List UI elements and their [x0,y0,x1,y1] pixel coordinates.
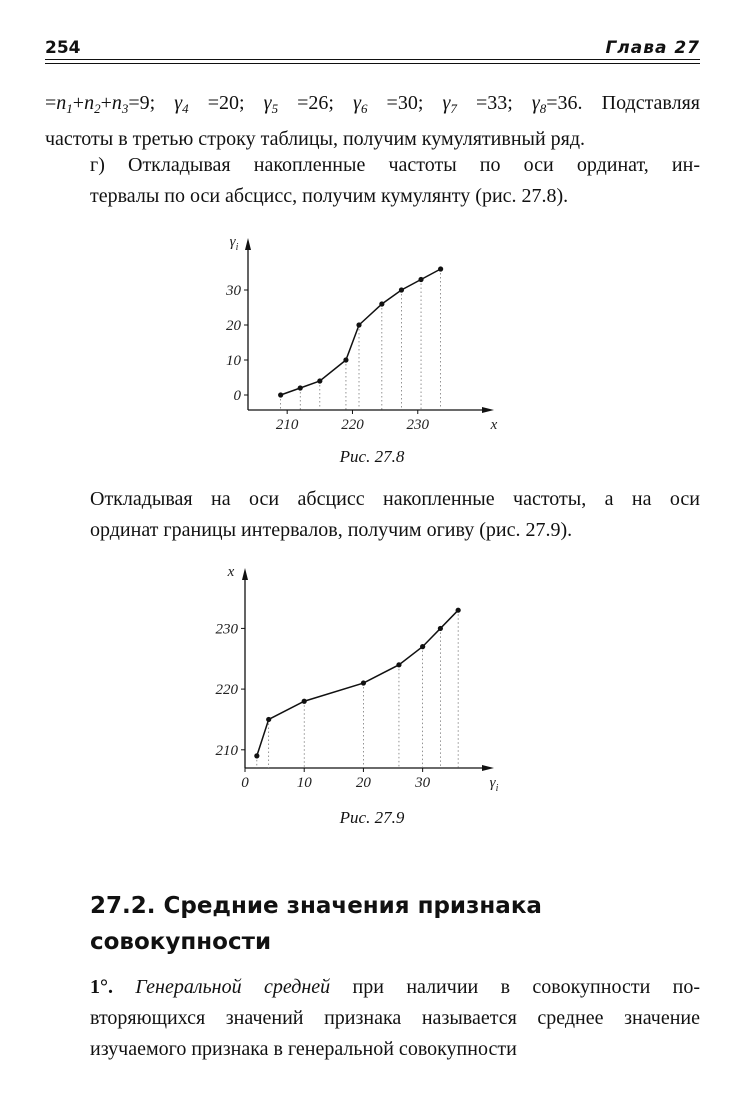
var-gamma: γ [531,92,540,114]
x-axis-arrow [482,765,494,771]
series-line [257,610,458,756]
var-n: n [56,92,67,114]
data-point [438,266,443,271]
text-run: при наличии в совокупности по- [330,976,701,998]
ogive-chart [200,564,500,798]
var-gamma: γ [263,92,272,114]
text-run: =36. Подставляя [546,92,700,114]
series-line [281,269,441,395]
header-rule-thin [45,63,700,64]
paragraph-cumulative [45,88,700,155]
text-line: изучаемого признака в генеральной совокупности [90,1038,517,1060]
text-line: вторяющихся значений признака называется среднее значение [90,1007,700,1029]
x-tick-label: 210 [275,417,299,433]
y-tick-label: 10 [226,353,241,369]
paragraph-cumulant [45,150,700,212]
x-tick-label: 10 [296,775,312,791]
subscript: 8 [539,101,547,116]
y-tick-label: 220 [215,682,238,699]
var-n: n [111,92,122,114]
text-run: + [100,92,112,114]
var-n: n [84,92,95,114]
data-point [418,277,423,282]
text-line: г) Откладывая накопленные частоты по оси ординат, ин- [90,154,700,176]
y-tick-label: 210 [215,742,238,759]
data-point [317,378,322,383]
data-point [396,662,401,667]
text-line: тервалы по оси абсцисс, получим кумулянту (рис. 27.8). [90,185,569,207]
section-heading: 27.2. Средние значения признака совокупности [90,893,542,955]
x-axis-label-sub: i [495,783,499,794]
formula-line [45,88,700,124]
subscript: 5 [271,101,279,116]
data-point [438,626,443,631]
subscript: 4 [182,101,189,116]
data-point [254,753,259,758]
text-line [45,972,700,1003]
item-marker: 1°. [90,976,113,998]
y-axis-arrow [242,568,248,580]
text-run: =9; [128,92,175,114]
data-point [278,392,283,397]
page-number: 254 [45,38,81,58]
figure-caption: Рис. 27.9 [339,808,405,827]
paragraph-ogive [45,484,700,546]
data-point [302,699,307,704]
y-tick-label: 0 [233,388,241,404]
y-tick-label: 230 [215,621,238,638]
x-tick-label: 20 [355,775,371,791]
chapter-title: Глава 27 [605,38,700,58]
text-line: частоты в третью строку таблицы, получим кумулятивный ряд. [45,128,586,150]
data-point [343,357,348,362]
text-line: Откладывая на оси абсцисс накопленные частоты, а на оси [90,488,700,510]
text-line: ординат границы интервалов, получим огиву (рис. 27.9). [90,519,573,541]
data-point [298,385,303,390]
x-axis-arrow [482,407,494,413]
text-run: = [45,92,57,114]
cumulant-chart [200,234,500,440]
y-axis-label: $\gamma_i$ [229,234,239,253]
text-run: =20; [188,92,264,114]
x-axis-label: $\gamma_i$ [489,775,499,794]
y-axis-label-sub: i [235,242,239,253]
x-axis-label: x [490,417,498,433]
y-axis-arrow [245,238,251,250]
page-header [45,32,700,64]
x-tick-label: 220 [341,417,364,433]
data-point [456,608,461,613]
y-tick-label: 30 [226,283,241,299]
data-point [266,717,271,722]
x-tick-label: 30 [415,775,431,791]
subscript: 2 [94,101,101,116]
text-run: =33; [456,92,532,114]
text-run: =30; [367,92,443,114]
subscript: 3 [121,101,129,116]
subscript: 1 [66,101,73,116]
term: Генеральной средней [135,976,331,998]
var-gamma: γ [353,92,361,114]
text-run: + [72,92,85,114]
y-tick-label: 20 [226,318,241,334]
var-gamma: γ [174,92,183,114]
data-point [356,322,361,327]
data-point [379,301,384,306]
data-point [420,644,425,649]
subscript: 7 [450,101,457,116]
x-tick-label: 230 [406,417,430,433]
header-rule [45,59,700,60]
data-point [361,680,366,685]
text-run: =26; [278,92,354,114]
var-gamma: γ [442,92,451,114]
x-tick-label: 0 [241,775,249,791]
y-axis-label: x [227,564,235,580]
subscript: 6 [360,101,368,116]
data-point [399,287,404,292]
figure-caption: Рис. 27.8 [339,447,405,466]
paragraph-general-mean [45,972,700,1065]
